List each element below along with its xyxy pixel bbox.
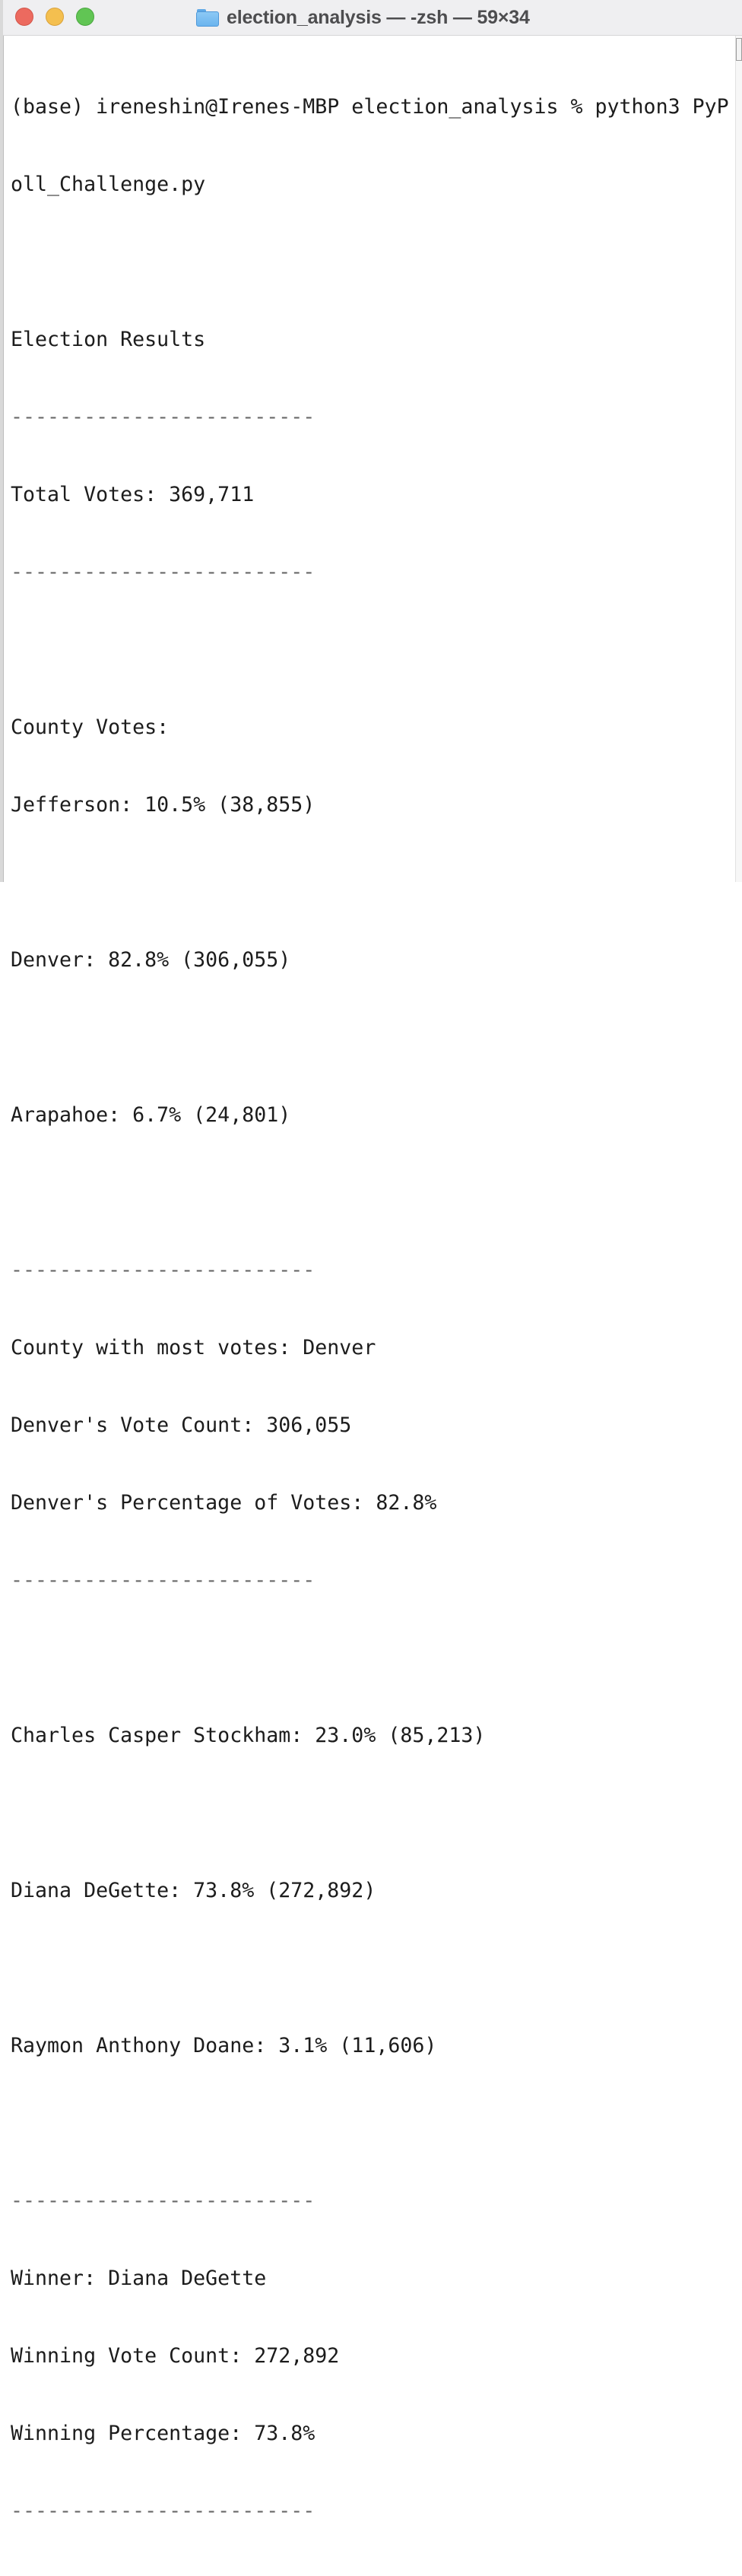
- separator: -------------------------: [11, 1569, 316, 1592]
- separator: -------------------------: [11, 405, 316, 429]
- blank-line: [11, 870, 734, 896]
- title-bar[interactable]: [3, 0, 742, 36]
- county-votes-header: County Votes:: [11, 715, 170, 739]
- separator: -------------------------: [11, 560, 316, 584]
- zoom-button[interactable]: [76, 8, 94, 26]
- close-button[interactable]: [15, 8, 33, 26]
- terminal-output[interactable]: [11, 43, 734, 2576]
- blank-line: [11, 249, 734, 275]
- county-result-denver: Denver: 82.8% (306,055): [11, 948, 291, 972]
- prompt-line-wrap: oll_Challenge.py: [11, 173, 206, 196]
- separator: -------------------------: [11, 2499, 316, 2523]
- folder-icon: [196, 8, 219, 27]
- separator: -------------------------: [11, 2189, 316, 2213]
- total-votes: Total Votes: 369,711: [11, 483, 255, 506]
- minimize-button[interactable]: [46, 8, 64, 26]
- winner-vote-count: Winning Vote Count: 272,892: [11, 2344, 340, 2368]
- county-percentage: Denver's Percentage of Votes: 82.8%: [11, 1491, 437, 1515]
- window-title: [196, 5, 530, 30]
- winner-percentage: Winning Percentage: 73.8%: [11, 2422, 316, 2445]
- prompt-line: (base) ireneshin@Irenes-MBP election_analysis % python3 PyP: [11, 95, 729, 119]
- results-heading: Election Results: [11, 328, 206, 351]
- separator: -------------------------: [11, 1258, 316, 1282]
- candidate-result-stockham: Charles Casper Stockham: 23.0% (85,213): [11, 1724, 486, 1747]
- winner-name: Winner: Diana DeGette: [11, 2267, 267, 2290]
- county-vote-count: Denver's Vote Count: 306,055: [11, 1413, 352, 1437]
- blank-line: [11, 2111, 734, 2137]
- scrollbar-track[interactable]: [735, 36, 742, 882]
- candidate-result-degette: Diana DeGette: 73.8% (272,892): [11, 1879, 376, 1902]
- window-left-edge: [0, 0, 4, 882]
- blank-line: [11, 1956, 734, 1981]
- scrollbar-thumb[interactable]: [736, 38, 742, 61]
- blank-line: [11, 1180, 734, 1206]
- blank-line: [11, 1645, 734, 1671]
- county-result-arapahoe: Arapahoe: 6.7% (24,801): [11, 1103, 291, 1127]
- candidate-result-doane: Raymon Anthony Doane: 3.1% (11,606): [11, 2034, 437, 2057]
- county-most-votes: County with most votes: Denver: [11, 1336, 376, 1359]
- blank-line: [11, 1800, 734, 1826]
- blank-line: [11, 1025, 734, 1051]
- blank-line: [11, 637, 734, 663]
- window-title-text: election_analysis — -zsh — 59×34: [227, 6, 530, 28]
- county-result-jefferson: Jefferson: 10.5% (38,855): [11, 793, 316, 817]
